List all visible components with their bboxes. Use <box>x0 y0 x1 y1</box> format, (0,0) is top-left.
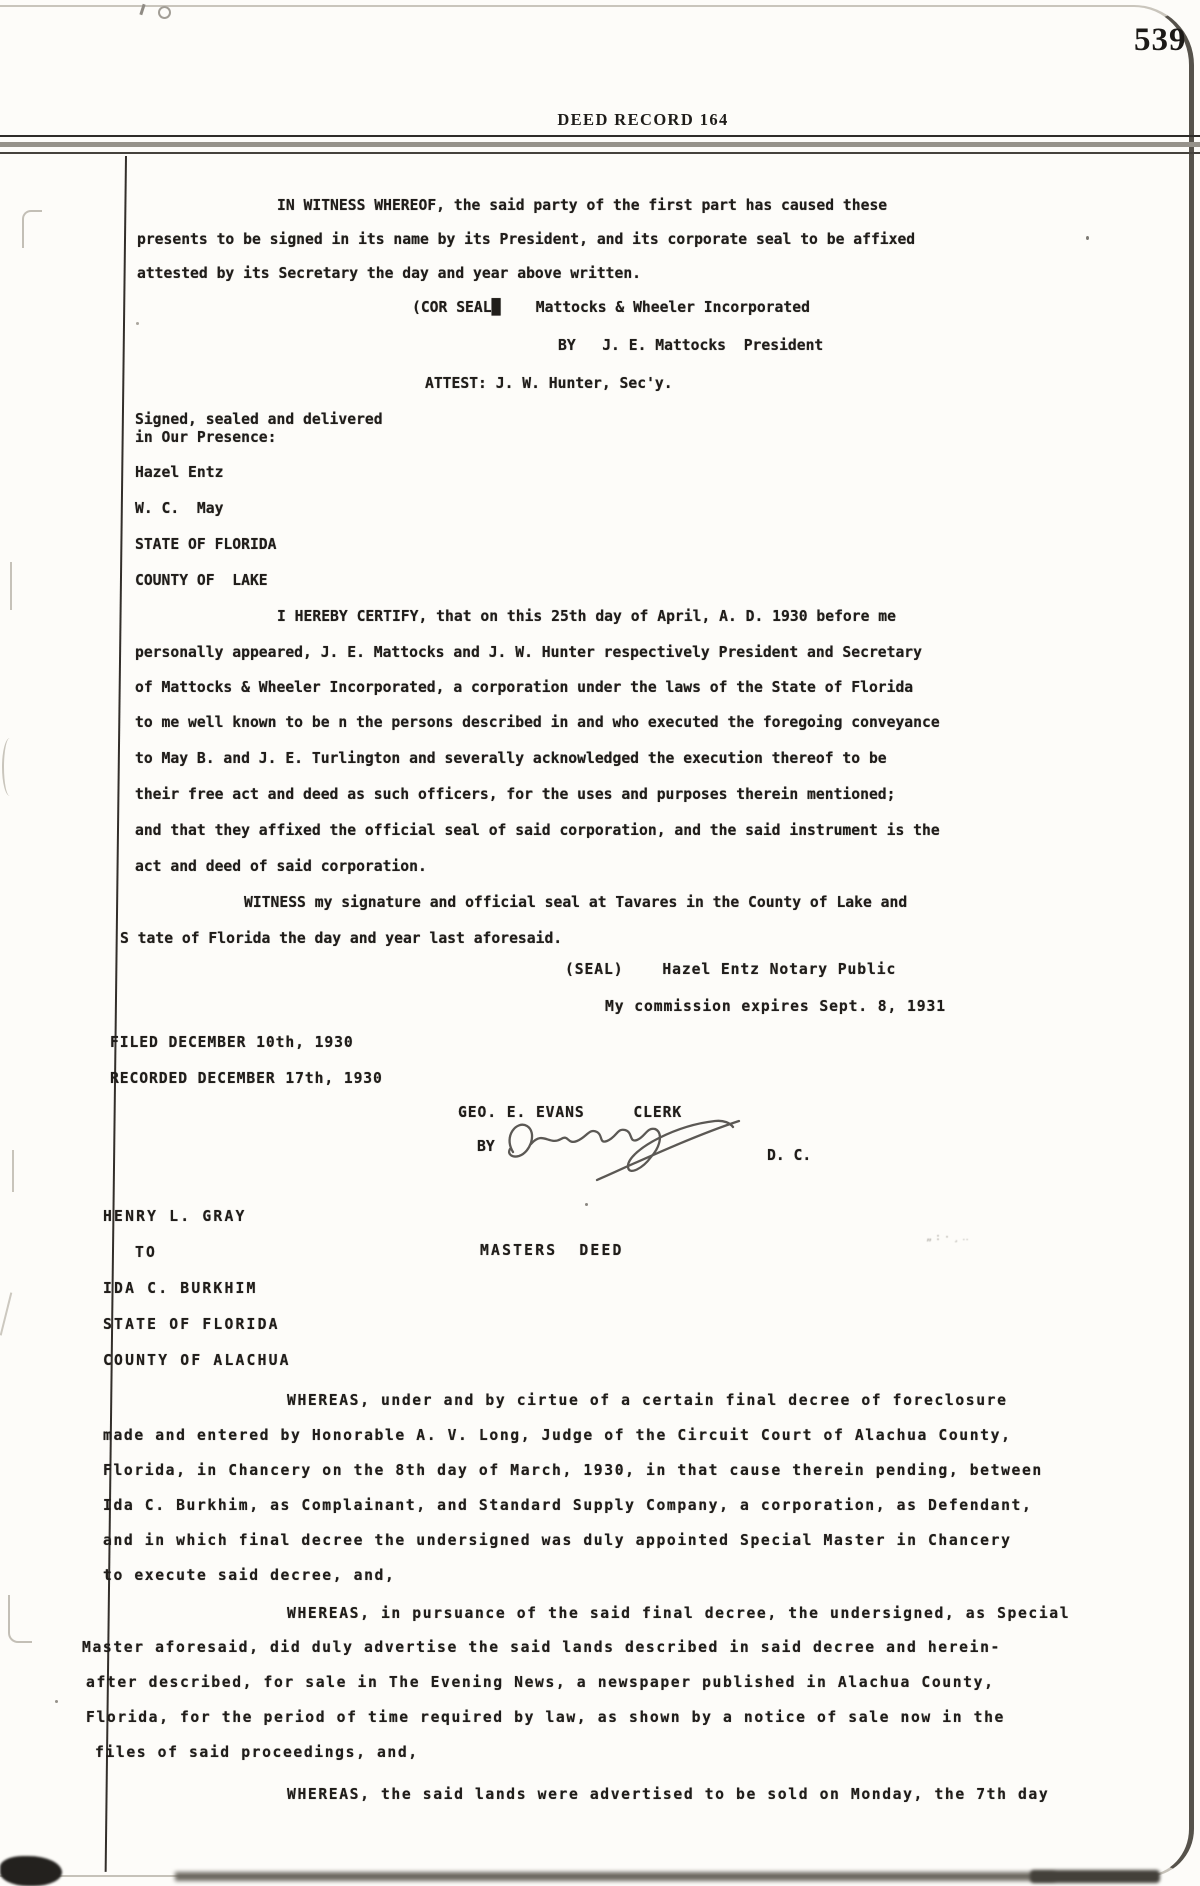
doc-line: personally appeared, J. E. Mattocks and J. W. Hunter respectively President and Secretary <box>135 644 922 661</box>
header-rule-middle <box>0 142 1200 147</box>
doc-line: their free act and deed as such officers, for the uses and purposes therein mentioned; <box>135 786 896 803</box>
doc-line: WHEREAS, the said lands were advertised to be sold on Monday, the 7th day <box>287 1786 1050 1803</box>
doc-line: COUNTY OF LAKE <box>135 572 268 589</box>
doc-line: WHEREAS, under and by cirtue of a certain final decree of foreclosure <box>287 1392 1008 1409</box>
doc-line: and that they affixed the official seal of said corporation, and the said instrument is the <box>135 822 940 839</box>
clerk-signature <box>497 1112 757 1190</box>
doc-line: BY J. E. Mattocks President <box>558 337 824 354</box>
page-number: 539 <box>1134 22 1187 58</box>
doc-line: presents to be signed in its name by its President, and its corporate seal to be affixed <box>137 231 916 248</box>
doc-line: BY <box>477 1138 495 1155</box>
header-rule-bottom <box>0 152 1200 154</box>
doc-line: ATTEST: J. W. Hunter, Sec'y. <box>425 375 673 392</box>
doc-line: MASTERS DEED <box>480 1242 624 1259</box>
doc-line: STATE OF FLORIDA <box>103 1316 280 1333</box>
bottom-left-scan-blob <box>0 1856 62 1886</box>
doc-line: (COR SEAL█ Mattocks & Wheeler Incorporated <box>412 299 810 316</box>
left-margin-rule <box>105 156 128 1872</box>
ink-speck <box>1086 236 1089 240</box>
doc-line: in Our Presence: <box>135 429 277 446</box>
doc-line: of Mattocks & Wheeler Incorporated, a corporation under the laws of the State of Florida <box>135 679 914 696</box>
doc-line: act and deed of said corporation. <box>135 858 427 875</box>
ink-speck <box>136 322 139 325</box>
doc-line: W. C. May <box>135 500 224 517</box>
doc-line: GEO. E. EVANS CLERK <box>458 1104 683 1121</box>
margin-mark <box>10 562 12 610</box>
faint-smudge-text: „:·¸‥ <box>926 1232 972 1243</box>
doc-line: S tate of Florida the day and year last aforesaid. <box>120 930 563 947</box>
doc-line: Ida C. Burkhim, as Complainant, and Standard Supply Company, a corporation, as Defendant, <box>103 1497 1033 1514</box>
doc-line: after described, for sale in The Evening News, a newspaper published in Alachua County, <box>86 1674 995 1691</box>
doc-line: Florida, in Chancery on the 8th day of March, 1930, in that cause therein pending, between <box>103 1462 1043 1479</box>
doc-line: TO <box>135 1244 158 1261</box>
scan-speck-icon <box>139 4 145 15</box>
doc-line: WITNESS my signature and official seal at Tavares in the County of Lake and <box>244 894 908 911</box>
doc-line: (SEAL) Hazel Entz Notary Public <box>565 961 897 978</box>
header-rule-top <box>0 135 1200 137</box>
deed-record-header: DEED RECORD 164 <box>557 110 729 129</box>
doc-line: COUNTY OF ALACHUA <box>103 1352 291 1369</box>
doc-line: to May B. and J. E. Turlington and severally acknowledged the execution thereof to be <box>135 750 887 767</box>
doc-line: to me well known to be n the persons described in and who executed the foregoing conveyance <box>135 714 940 731</box>
doc-line: made and entered by Honorable A. V. Long, Judge of the Circuit Court of Alachua County, <box>103 1427 1012 1444</box>
margin-paren-mark <box>2 738 15 796</box>
doc-line: Master aforesaid, did duly advertise the said lands described in said decree and herein- <box>82 1639 1001 1656</box>
doc-line: to execute said decree, and, <box>103 1567 396 1584</box>
doc-line: IN WITNESS WHEREOF, the said party of the first part has caused these <box>277 197 888 214</box>
margin-bracket-mark <box>22 210 42 248</box>
margin-corner-mark <box>8 1595 32 1643</box>
doc-line: attested by its Secretary the day and year above written. <box>137 265 642 282</box>
scan-ring-icon <box>158 6 171 19</box>
bottom-edge-streak <box>175 1872 1055 1881</box>
doc-line: Hazel Entz <box>135 464 224 481</box>
margin-mark <box>12 1150 14 1192</box>
doc-line: FILED DECEMBER 10th, 1930 <box>110 1034 354 1051</box>
doc-line: HENRY L. GRAY <box>103 1208 247 1225</box>
doc-line: My commission expires Sept. 8, 1931 <box>605 998 946 1015</box>
doc-line: files of said proceedings, and, <box>95 1744 419 1761</box>
doc-line: D. C. <box>767 1147 812 1164</box>
doc-line: RECORDED DECEMBER 17th, 1930 <box>110 1070 383 1087</box>
doc-line: IDA C. BURKHIM <box>103 1280 258 1297</box>
doc-line: Signed, sealed and delivered <box>135 411 383 428</box>
doc-line: Florida, for the period of time required by law, as shown by a notice of sale now in the <box>86 1709 1005 1726</box>
doc-line: and in which final decree the undersigned was duly appointed Special Master in Chancery <box>103 1532 1012 1549</box>
ink-speck <box>585 1203 588 1206</box>
ink-speck <box>55 1700 58 1703</box>
bottom-right-scan-blob <box>1030 1870 1160 1883</box>
doc-line: STATE OF FLORIDA <box>135 536 277 553</box>
doc-line: I HEREBY CERTIFY, that on this 25th day of April, A. D. 1930 before me <box>277 608 896 625</box>
margin-slash-mark <box>0 1292 12 1335</box>
doc-line: WHEREAS, in pursuance of the said final decree, the undersigned, as Special <box>287 1605 1071 1622</box>
